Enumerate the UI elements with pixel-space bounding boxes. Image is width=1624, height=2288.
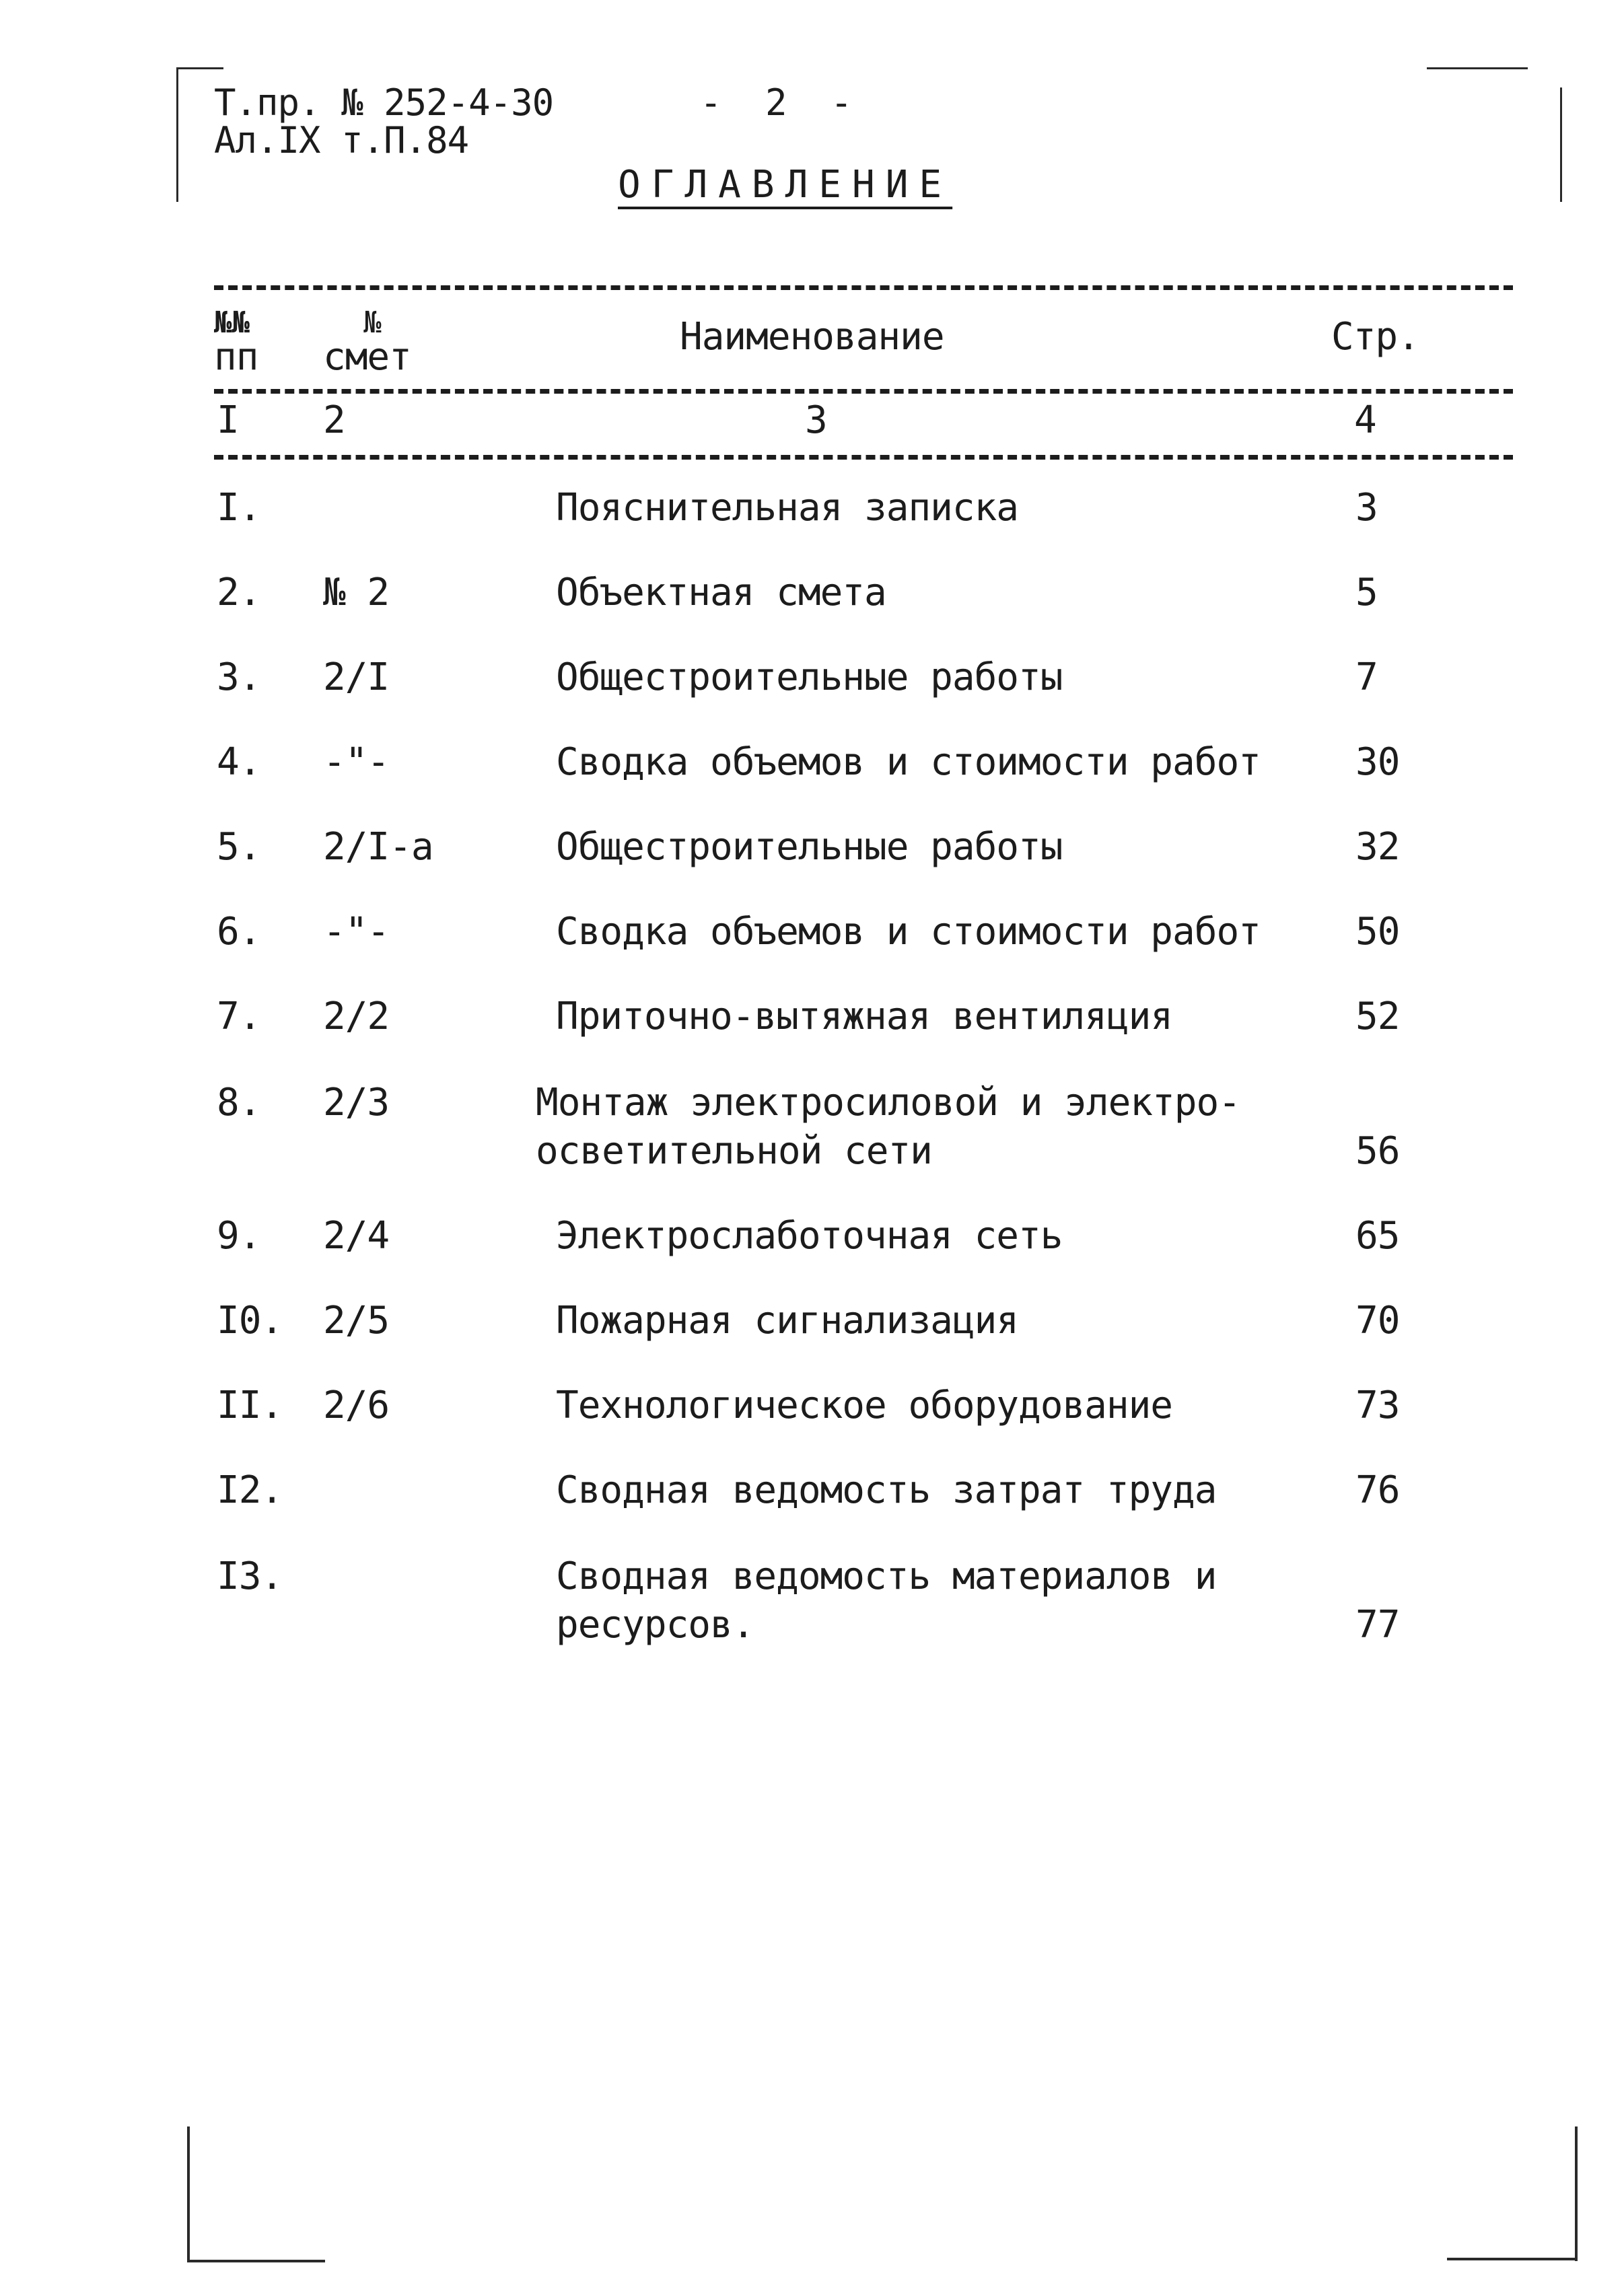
col-number-1: I bbox=[217, 398, 239, 442]
row-7-page: 52 bbox=[1355, 995, 1400, 1038]
row-7-number: 7. bbox=[217, 995, 261, 1038]
page-title: ОГЛАВЛЕНИЕ bbox=[618, 163, 953, 207]
row-5-page: 32 bbox=[1355, 825, 1400, 869]
row-2-name: Объектная смета bbox=[556, 571, 886, 614]
row-3-number: 3. bbox=[217, 655, 261, 699]
frame-left-bottom bbox=[187, 2126, 190, 2261]
col-number-3: 3 bbox=[805, 398, 827, 442]
row-13-number: I3. bbox=[217, 1554, 283, 1598]
header-est-label: смет bbox=[323, 335, 411, 379]
row-4-number: 4. bbox=[217, 740, 261, 784]
col-number-4: 4 bbox=[1354, 398, 1376, 442]
header-no-label: пп bbox=[214, 335, 258, 379]
row-4-name: Сводка объемов и стоимости работ bbox=[556, 740, 1261, 784]
row-6-name: Сводка объемов и стоимости работ bbox=[556, 910, 1261, 954]
row-11-name: Технологическое оборудование bbox=[556, 1384, 1173, 1427]
row-12-number: I2. bbox=[217, 1468, 283, 1512]
row-6-estimate: -"- bbox=[323, 910, 390, 954]
row-10-estimate: 2/5 bbox=[323, 1299, 390, 1343]
row-13-name: Сводная ведомость материалов и bbox=[556, 1554, 1217, 1598]
row-2-number: 2. bbox=[217, 571, 261, 614]
row-9-number: 9. bbox=[217, 1214, 261, 1258]
row-5-name: Общестроительные работы bbox=[556, 825, 1063, 869]
row-5-estimate: 2/I-а bbox=[323, 825, 433, 869]
row-9-estimate: 2/4 bbox=[323, 1214, 390, 1258]
row-12-name: Сводная ведомость затрат труда bbox=[556, 1468, 1217, 1512]
row-2-estimate: № 2 bbox=[323, 571, 390, 614]
row-7-name: Приточно-вытяжная вентиляция bbox=[556, 995, 1173, 1038]
header-est-symbol: № bbox=[363, 306, 382, 340]
frame-bottom-left bbox=[187, 2260, 325, 2262]
row-5-number: 5. bbox=[217, 825, 261, 869]
row-13-page: 77 bbox=[1355, 1603, 1400, 1647]
row-11-estimate: 2/6 bbox=[323, 1384, 390, 1427]
row-13-name-continued: ресурсов. bbox=[556, 1603, 754, 1647]
row-10-page: 70 bbox=[1355, 1299, 1400, 1343]
row-6-page: 50 bbox=[1355, 910, 1400, 954]
row-10-name: Пожарная сигнализация bbox=[556, 1299, 1019, 1343]
row-1-page: 3 bbox=[1355, 486, 1378, 530]
header-name: Наименование bbox=[680, 315, 944, 359]
row-8-name: Монтаж электросиловой и электро- bbox=[536, 1081, 1240, 1124]
row-1-name: Пояснительная записка bbox=[556, 486, 1019, 530]
frame-top-right bbox=[1427, 67, 1528, 69]
row-3-page: 7 bbox=[1355, 655, 1378, 699]
frame-right-top bbox=[1560, 87, 1562, 202]
row-3-name: Общестроительные работы bbox=[556, 655, 1063, 699]
row-8-name-continued: осветительной сети bbox=[536, 1129, 932, 1173]
row-2-page: 5 bbox=[1355, 571, 1378, 614]
frame-right-bottom bbox=[1575, 2126, 1578, 2261]
row-8-page: 56 bbox=[1355, 1129, 1400, 1173]
row-10-number: I0. bbox=[217, 1299, 283, 1343]
row-9-name: Электрослаботочная сеть bbox=[556, 1214, 1063, 1258]
frame-left-top bbox=[176, 67, 178, 202]
header-page: Стр. bbox=[1331, 315, 1419, 359]
row-4-page: 30 bbox=[1355, 740, 1400, 784]
header-no-symbol: №№ bbox=[214, 306, 250, 340]
row-1-number: I. bbox=[217, 486, 261, 530]
document-reference-line-1: Т.пр. № 252-4-30 bbox=[214, 81, 554, 124]
row-11-page: 73 bbox=[1355, 1384, 1400, 1427]
header-rule bbox=[214, 389, 1513, 394]
frame-bottom-right bbox=[1447, 2258, 1578, 2260]
numbers-rule bbox=[214, 455, 1513, 460]
row-8-number: 8. bbox=[217, 1081, 261, 1124]
row-9-page: 65 bbox=[1355, 1214, 1400, 1258]
page-number: - 2 - bbox=[700, 81, 852, 124]
row-12-page: 76 bbox=[1355, 1468, 1400, 1512]
row-8-estimate: 2/3 bbox=[323, 1081, 390, 1124]
col-number-2: 2 bbox=[323, 398, 345, 442]
row-4-estimate: -"- bbox=[323, 740, 390, 784]
row-7-estimate: 2/2 bbox=[323, 995, 390, 1038]
document-reference-line-2: Ал.IX т.П.84 bbox=[214, 119, 469, 162]
row-6-number: 6. bbox=[217, 910, 261, 954]
row-3-estimate: 2/I bbox=[323, 655, 390, 699]
frame-top-left bbox=[176, 67, 223, 69]
table-top-rule bbox=[214, 285, 1513, 290]
row-11-number: II. bbox=[217, 1384, 283, 1427]
